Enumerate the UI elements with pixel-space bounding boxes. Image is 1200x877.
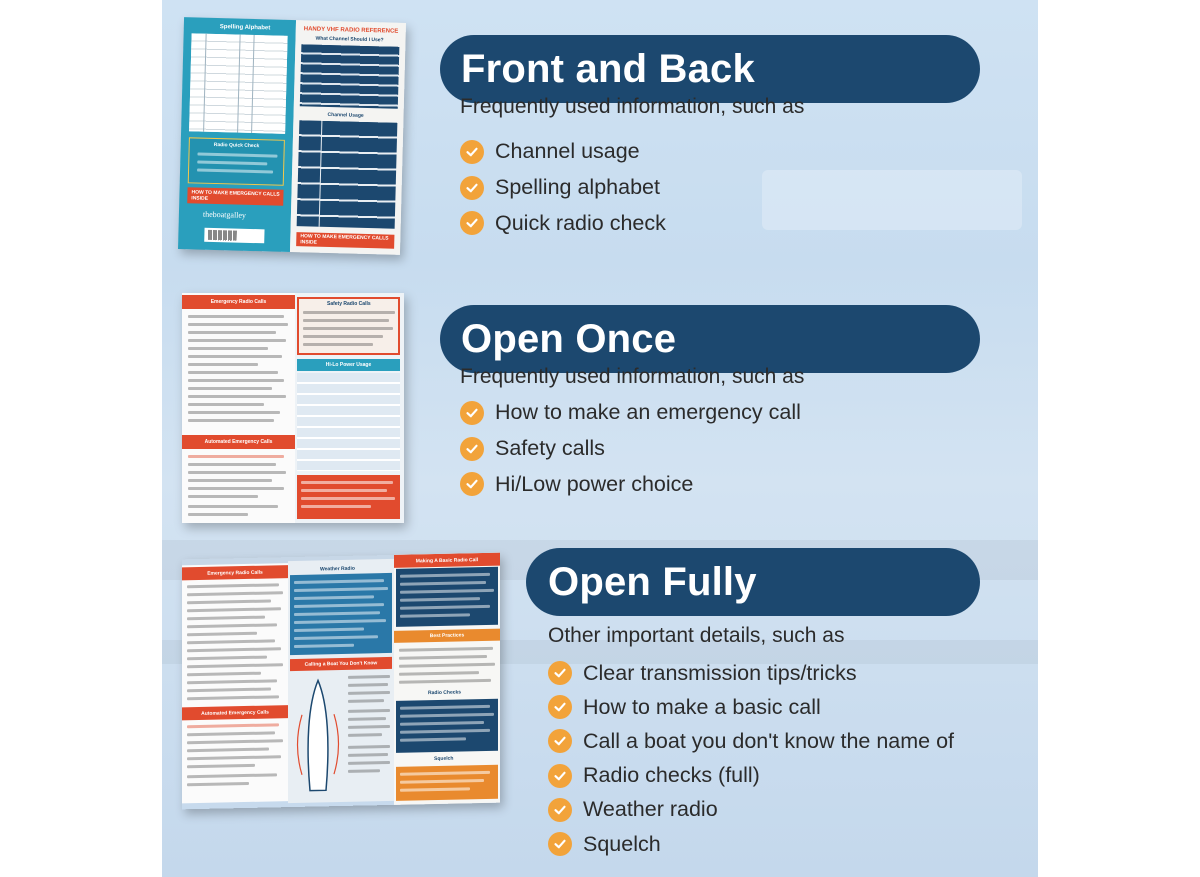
brochure-open-fully bbox=[182, 553, 500, 810]
unknown-boat-heading: Calling a Boat You Don't Know bbox=[290, 657, 392, 671]
emergency-heading: Emergency Radio Calls bbox=[182, 295, 295, 309]
check-icon bbox=[460, 211, 484, 235]
infographic-panel bbox=[162, 0, 1038, 877]
feature-list bbox=[460, 395, 801, 502]
section-banner-open-once bbox=[440, 305, 980, 373]
list-item bbox=[460, 170, 666, 206]
list-item bbox=[548, 724, 954, 758]
section-subtitle: Other important details, such as bbox=[548, 624, 845, 647]
emergency-inside-badge-2: HOW TO MAKE EMERGENCY CALLS INSIDE bbox=[296, 232, 394, 249]
brand-logo: theboatgalley bbox=[202, 209, 247, 220]
barcode bbox=[204, 228, 264, 244]
channel-table bbox=[300, 44, 400, 109]
full-auto-heading: Automated Emergency Calls bbox=[182, 705, 288, 720]
best-practices-heading: Best Practices bbox=[394, 629, 500, 643]
list-item bbox=[548, 656, 954, 690]
channel-question: What Channel Should I Use? bbox=[315, 35, 384, 44]
list-item bbox=[548, 793, 954, 827]
radio-checks-heading: Radio Checks bbox=[428, 689, 462, 697]
usage-table bbox=[297, 120, 398, 229]
basic-call-pane bbox=[394, 553, 500, 805]
section-banner-front-back bbox=[440, 35, 980, 103]
check-icon bbox=[548, 661, 572, 685]
power-table bbox=[297, 373, 400, 471]
safety-heading: Safety Radio Calls bbox=[327, 301, 371, 307]
list-item-label: Channel usage bbox=[495, 139, 640, 164]
list-item bbox=[548, 827, 954, 861]
list-item-label: Radio checks (full) bbox=[583, 763, 760, 788]
full-emergency-pane bbox=[182, 563, 288, 803]
auto-emergency-heading: Automated Emergency Calls bbox=[182, 435, 295, 449]
list-item-label: Spelling alphabet bbox=[495, 175, 660, 200]
section-title: Open Once bbox=[461, 316, 677, 361]
brochure-open-once bbox=[182, 293, 404, 523]
basic-call-heading: Making A Basic Radio Call bbox=[394, 553, 500, 568]
emergency-pane bbox=[182, 293, 295, 523]
spelling-alphabet-heading: Spelling Alphabet bbox=[219, 24, 271, 32]
emergency-inside-badge: HOW TO MAKE EMERGENCY CALLS INSIDE bbox=[187, 187, 283, 206]
channel-usage-heading: Channel Usage bbox=[327, 111, 364, 119]
section-title: Front and Back bbox=[461, 46, 755, 91]
check-icon bbox=[460, 401, 484, 425]
squelch-box bbox=[396, 765, 498, 801]
list-item-label: How to make a basic call bbox=[583, 694, 821, 719]
squelch-heading: Squelch bbox=[434, 755, 454, 763]
feature-list bbox=[548, 656, 954, 861]
reference-heading: HANDY VHF RADIO REFERENCE bbox=[303, 26, 399, 35]
section-subtitle: Frequently used information, such as bbox=[460, 365, 805, 388]
list-item bbox=[460, 467, 801, 503]
list-item-label: Clear transmission tips/tricks bbox=[583, 660, 857, 685]
background-shape bbox=[762, 170, 1022, 230]
radio-checks-box bbox=[396, 699, 498, 753]
list-item-label: Squelch bbox=[583, 831, 661, 856]
list-item bbox=[460, 134, 666, 170]
list-item-label: Weather radio bbox=[583, 797, 718, 822]
check-icon bbox=[460, 176, 484, 200]
power-note bbox=[297, 475, 400, 519]
check-icon bbox=[460, 472, 484, 496]
brochure-front-back bbox=[178, 17, 406, 255]
list-item-label: Hi/Low power choice bbox=[495, 471, 694, 496]
weather-box bbox=[290, 573, 392, 655]
feature-list bbox=[460, 134, 666, 241]
list-item-label: Safety calls bbox=[495, 436, 605, 461]
list-item bbox=[460, 395, 801, 431]
spelling-alphabet-pane bbox=[178, 17, 296, 252]
list-item-label: How to make an emergency call bbox=[495, 400, 801, 425]
list-item bbox=[460, 431, 801, 467]
weather-heading: Weather Radio bbox=[320, 565, 355, 573]
reference-pane bbox=[290, 20, 406, 255]
check-icon bbox=[548, 695, 572, 719]
spelling-table bbox=[189, 33, 288, 133]
check-icon bbox=[460, 437, 484, 461]
quick-check-heading: Radio Quick Check bbox=[213, 141, 260, 150]
list-item-label: Quick radio check bbox=[495, 210, 666, 235]
section-subtitle: Frequently used information, such as bbox=[460, 95, 805, 118]
full-emergency-heading: Emergency Radio Calls bbox=[182, 565, 288, 580]
section-title: Open Fully bbox=[548, 559, 757, 604]
power-heading: Hi-Lo Power Usage bbox=[297, 359, 400, 371]
check-icon bbox=[548, 798, 572, 822]
check-icon bbox=[548, 764, 572, 788]
list-item bbox=[548, 690, 954, 724]
list-item bbox=[460, 206, 666, 242]
list-item-label: Call a boat you don't know the name of bbox=[583, 728, 955, 753]
check-icon bbox=[548, 832, 572, 856]
section-banner-open-fully bbox=[526, 548, 980, 616]
quick-check-box bbox=[188, 137, 285, 185]
check-icon bbox=[548, 729, 572, 753]
list-item bbox=[548, 759, 954, 793]
safety-box bbox=[297, 297, 400, 355]
safety-pane bbox=[295, 293, 404, 523]
boat-diagram-icon bbox=[292, 674, 344, 799]
weather-pane bbox=[288, 559, 394, 803]
check-icon bbox=[460, 140, 484, 164]
basic-call-box bbox=[396, 567, 498, 627]
